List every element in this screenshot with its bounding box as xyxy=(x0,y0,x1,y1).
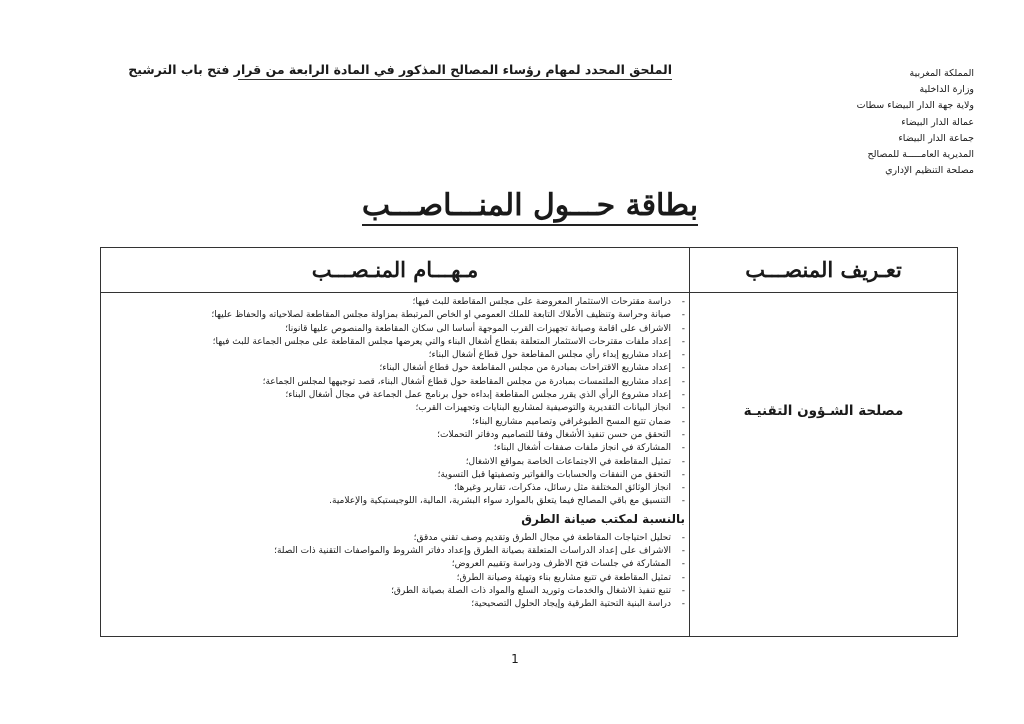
subsection-task-item: - الاشراف على إعداد الدراسات المتعلقة بصيانة الطرق وإعداد دفاتر الشروط والمواصفات التقنية ذات الصلة؛ xyxy=(101,545,671,558)
col-tasks-header: مـهـــام المنـصـــب xyxy=(101,248,690,293)
annex-title: الملحق المحدد لمهام رؤساء المصالح المذكور في المادة الرابعة من قرار فتح باب الترشيح xyxy=(238,62,672,80)
subsection-task-list xyxy=(101,529,689,612)
definition-cell xyxy=(690,293,958,637)
task-item: - إعداد مشاريع الاقتراحات بمبادرة من مجلس المقاطعة حول قطاع أشغال البناء؛ xyxy=(101,362,671,375)
task-item: - التنسيق مع باقي المصالح فيما يتعلق بالموارد سواء البشرية، المالية، اللوجيستيكية والإعلامية. xyxy=(101,495,671,508)
col-definition-header: تعـريف المنصـــب xyxy=(690,248,958,293)
admin-line: مصلحة التنظيم الإداري xyxy=(885,165,974,177)
department-name: مصلحة الشـؤون التقنيـة xyxy=(743,403,904,419)
admin-line: جماعة الدار البيضاء xyxy=(898,132,974,144)
task-item: - الاشراف على اقامة وصيانة تجهيزات القرب الموجهة أساسا الى سكان المقاطعة والمنصوص عليها قانونا؛ xyxy=(101,323,671,336)
task-item: - المشاركة في انجاز ملفات صفقات أشغال البناء؛ xyxy=(101,442,671,455)
admin-line: عمالة الدار البيضاء xyxy=(901,116,974,128)
card-title xyxy=(330,188,730,223)
subsection-task-item: - دراسة البنية التحتية الطرقية وإيجاد الحلول التصحيحية؛ xyxy=(101,598,671,611)
table-header-row xyxy=(101,248,958,293)
subsection-task-item: - المشاركة في جلسات فتح الاظرف ودراسة وتقييم العروض؛ xyxy=(101,558,671,571)
task-item: - إعداد مشاريع إبداء رأي مجلس المقاطعة حول قطاع أشغال البناء؛ xyxy=(101,349,671,362)
admin-line: ولاية جهة الدار البيضاء سطات xyxy=(856,100,974,112)
task-item: - إعداد مشاريع الملتمسات بمبادرة من مجلس المقاطعة حول قطاع أشغال البناء، قصد توجيهها لمجلس الجماعة؛ xyxy=(101,376,671,389)
administration-header xyxy=(824,66,974,179)
page-number: 1 xyxy=(511,652,519,666)
admin-line: المديرية العامـــــة للمصالح xyxy=(867,149,974,161)
task-item: - إعداد مشروع الرأي الذي يقرر مجلس المقاطعة إبداءه حول برنامج عمل الجماعة في مجال أشغال البناء؛ xyxy=(101,389,671,402)
card-title-text: بطاقة حـــول المنـــاصـــب xyxy=(362,188,698,226)
task-item: - التحقق من حسن تنفيذ الأشغال وفقا للتصاميم ودفاتر التحملات؛ xyxy=(101,429,671,442)
task-list xyxy=(101,293,689,509)
task-item: - إعداد ملفات مقترحات الاستثمار المتعلقة بقطاع أشغال البناء والتي يعرضها مجلس المقاطعة على مجلس الجماعة للبث فيها؛ xyxy=(101,336,671,349)
task-item: - ضمان تتبع المسح الطبوغرافي وتصاميم مشاريع البناء؛ xyxy=(101,416,671,429)
subsection-title: بالنسبة لمكتب صيانة الطرق xyxy=(521,511,685,526)
subsection-task-item: - تحليل احتياجات المقاطعة في مجال الطرق وتقديم وصف تقني مدقق؛ xyxy=(101,532,671,545)
task-item: - تمثيل المقاطعة في الاجتماعات الخاصة بمواقع الاشغال؛ xyxy=(101,456,671,469)
tasks-cell xyxy=(101,293,690,637)
task-item: - صيانة وحراسة وتنظيف الأملاك التابعة للملك العمومي او الخاص المرتبطة بمزاولة مجلس المقاطعة لصلاحياته والحفاظ عليها؛ xyxy=(101,309,671,322)
task-item: - دراسة مقترحات الاستثمار المعروضة على مجلس المقاطعة للبث فيها؛ xyxy=(101,296,671,309)
positions-table xyxy=(100,247,958,637)
subsection-task-item: - تمثيل المقاطعة في تتبع مشاريع بناء وتهيئة وصيانة الطرق؛ xyxy=(101,572,671,585)
task-item: - التحقق من النفقات والحسابات والفواتير وتصفيتها قبل التسوية؛ xyxy=(101,469,671,482)
task-item: - انجاز البيانات التقديرية والتوصيفية لمشاريع البنايات وتجهيزات القرب؛ xyxy=(101,402,671,415)
table-row xyxy=(101,293,958,637)
subsection-task-item: - تتبع تنفيذ الاشغال والخدمات وتوريد السلع والمواد ذات الصلة بصيانة الطرق؛ xyxy=(101,585,671,598)
task-item: - انجاز الوثائق المختلفة مثل رسائل، مذكرات، تقارير وغيرها؛ xyxy=(101,482,671,495)
admin-line: المملكة المغربية xyxy=(909,68,974,79)
admin-line: وزارة الداخلية xyxy=(919,84,974,96)
